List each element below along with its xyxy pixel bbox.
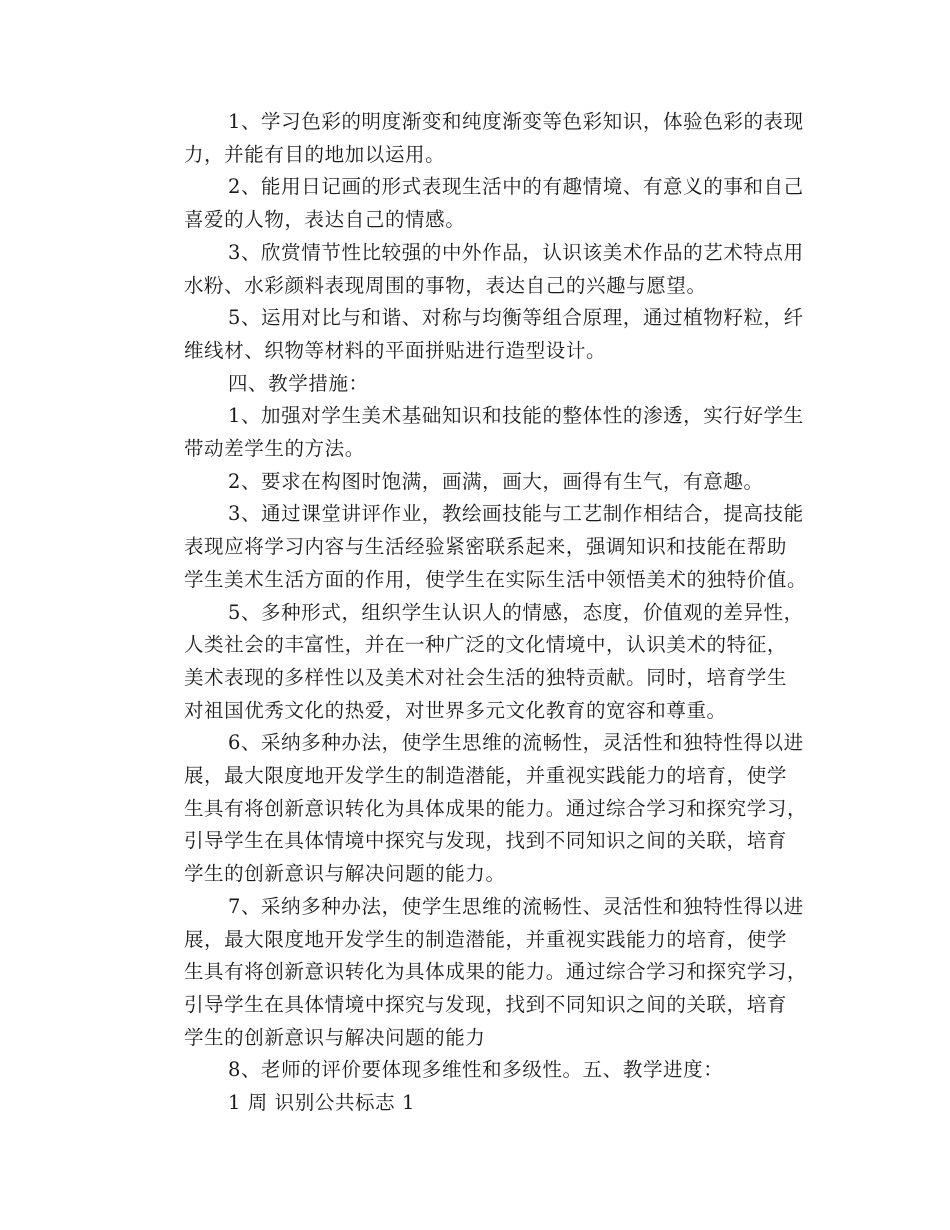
text-line: 水粉、水彩颜料表现周围的事物，表达自己的兴趣与愿望。: [183, 273, 707, 297]
text-line: 引导学生在具体情境中探究与发现，找到不同知识之间的关联，培育: [183, 829, 787, 853]
section-heading-measures: [143, 368, 808, 401]
text-line: 力，并能有目的地加以运用。: [183, 142, 446, 166]
text-line: 学生美术生活方面的作用，使学生在实际生活中领悟美术的独特价值。: [183, 567, 808, 591]
text-line: 5、运用对比与和谐、对称与均衡等组合原理，通过植物籽粒，纤: [227, 306, 804, 330]
schedule-row-week-1: [143, 1087, 808, 1120]
text-line: 6、采纳多种办法，使学生思维的流畅性，灵活性和独特性得以进: [227, 731, 804, 755]
text-line: 1、学习色彩的明度渐变和纯度渐变等色彩知识，体验色彩的表现: [227, 110, 804, 133]
text-line: 1 周 识别公共标志 1: [227, 1091, 416, 1115]
text-line: 3、欣赏情节性比较强的中外作品，认识该美术作品的艺术特点用: [227, 240, 804, 264]
paragraph-4: [143, 302, 808, 367]
paragraph-9: [143, 597, 808, 728]
text-line: 展，最大限度地开发学生的制造潜能，并重视实践能力的培育，使学: [183, 764, 787, 788]
text-line: 四、教学措施：: [227, 371, 369, 395]
paragraph-7: [143, 466, 808, 499]
text-line: 人类社会的丰富性，并在一种广泛的文化情境中，认识美术的特征，: [183, 633, 787, 657]
paragraph-10: [143, 727, 808, 891]
text-line: 表现应将学习内容与生活经验紧密联系起来，强调知识和技能在帮助: [183, 535, 787, 559]
paragraph-11: [143, 891, 808, 1055]
paragraph-1: [143, 106, 808, 171]
text-line: 学生的创新意识与解决问题的能力。: [183, 862, 506, 886]
text-line: 3、通过课堂讲评作业，教绘画技能与工艺制作相结合，提高技能: [227, 502, 804, 526]
text-line: 2、要求在构图时饱满，画满，画大，画得有生气，有意趣。: [227, 469, 764, 493]
paragraph-8: [143, 498, 808, 596]
text-line: 维线材、织物等材料的平面拼贴进行造型设计。: [183, 338, 607, 362]
text-line: 5、多种形式，组织学生认识人的情感，态度，价值观的差异性，: [227, 600, 804, 624]
text-line: 引导学生在具体情境中探究与发现，找到不同知识之间的关联，培育: [183, 992, 787, 1016]
document-body: [143, 106, 808, 1120]
text-line: 展，最大限度地开发学生的制造潜能，并重视实践能力的培育，使学: [183, 927, 787, 951]
paragraph-12: [143, 1054, 808, 1087]
text-line: 2、能用日记画的形式表现生活中的有趣情境、有意义的事和自己: [227, 175, 804, 199]
text-line: 美术表现的多样性以及美术对社会生活的独特贡献。同时，培育学生: [183, 665, 787, 689]
paragraph-6: [143, 400, 808, 465]
text-line: 对祖国优秀文化的热爱，对世界多元文化教育的宽容和尊重。: [183, 698, 727, 722]
text-line: 生具有将创新意识转化为具体成果的能力。通过综合学习和探究学习，: [183, 796, 808, 820]
text-line: 生具有将创新意识转化为具体成果的能力。通过综合学习和探究学习，: [183, 960, 808, 984]
text-line: 带动差学生的方法。: [183, 437, 365, 461]
text-line: 8、老师的评价要体现多维性和多级性。五、教学进度：: [227, 1058, 724, 1082]
paragraph-3: [143, 237, 808, 302]
text-line: 喜爱的人物，表达自己的情感。: [183, 208, 466, 232]
text-line: 7、采纳多种办法，使学生思维的流畅性、灵活性和独特性得以进: [227, 894, 804, 918]
text-line: 1、加强对学生美术基础知识和技能的整体性的渗透，实行好学生: [227, 404, 804, 428]
text-line: 学生的创新意识与解决问题的能力: [183, 1025, 486, 1049]
paragraph-2: [143, 171, 808, 236]
